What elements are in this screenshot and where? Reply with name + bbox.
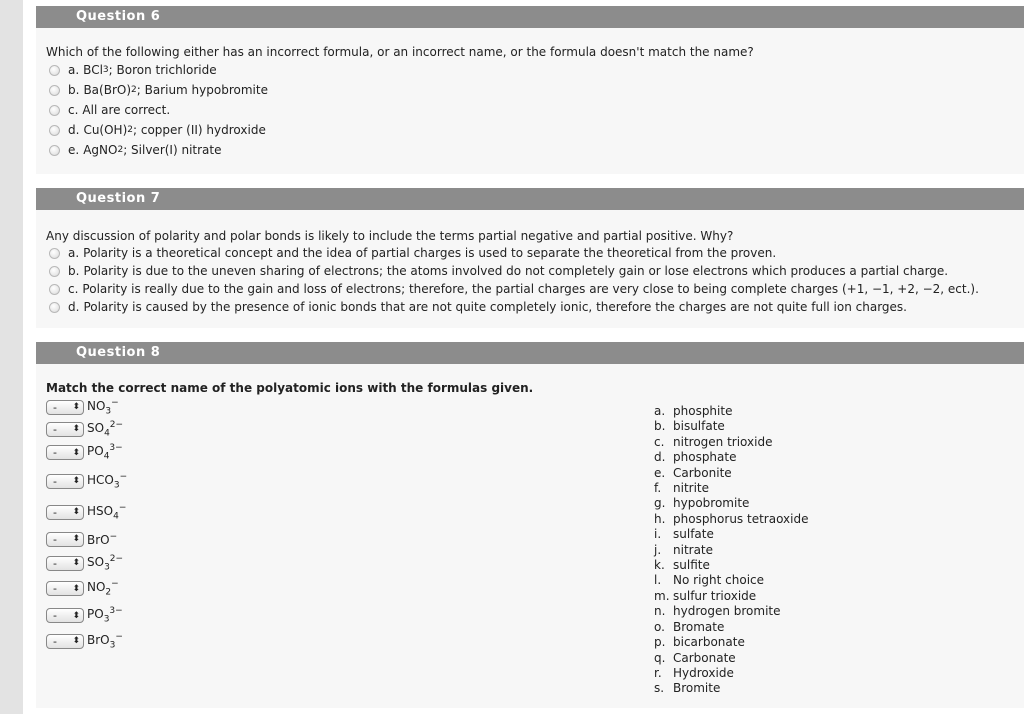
ion-subscript: 3 (104, 562, 110, 573)
choice-item (654, 620, 808, 635)
choice-item (654, 481, 808, 496)
option-letter: a. (68, 246, 80, 260)
question-7 (36, 188, 1024, 328)
question-8-prompt: Match the correct name of the polyatomic ions with the formulas given. (46, 381, 534, 395)
select-value: - (53, 400, 57, 414)
choice-item (654, 527, 808, 542)
match-row (46, 602, 646, 629)
question-8 (36, 342, 1024, 708)
formula-text: AgNO (83, 143, 118, 157)
choice-letter: k. (654, 558, 665, 573)
question-8-title: Question 8 (36, 342, 1024, 364)
option-letter: b. (68, 264, 80, 278)
choice-letter: d. (654, 450, 666, 465)
radio-button[interactable] (49, 284, 60, 295)
option-letter: d. (68, 300, 80, 314)
ion-base: HCO (87, 472, 114, 487)
question-8-choices (646, 396, 808, 697)
ion-charge: − (115, 631, 123, 642)
ion-charge: 3− (109, 606, 123, 617)
ion-charge: − (118, 502, 127, 513)
ion-formula (87, 472, 127, 490)
choice-name: Bromite (673, 681, 721, 696)
ion-base: PO (87, 607, 104, 622)
select-arrow-icon: ⬍ (72, 558, 80, 568)
question-6-title: Question 6 (36, 6, 1024, 28)
choice-item (654, 466, 808, 481)
choice-item (654, 635, 808, 650)
select-value: - (53, 532, 57, 546)
compound-name: ; Silver(I) nitrate (123, 143, 222, 157)
choice-item (654, 651, 808, 666)
radio-button[interactable] (49, 65, 60, 76)
choice-name: nitrite (673, 481, 709, 496)
ion-subscript: 3 (105, 406, 112, 417)
select-arrow-icon: ⬍ (72, 583, 80, 594)
choice-item (654, 604, 808, 619)
answer-option[interactable] (46, 60, 1014, 80)
ion-formula (87, 632, 123, 650)
question-7-title: Question 7 (36, 188, 1024, 210)
answer-select[interactable] (46, 532, 84, 547)
choice-name: phosphorus tetraoxide (673, 511, 809, 526)
answer-select[interactable] (46, 634, 84, 649)
select-value: - (53, 446, 57, 459)
choice-item (654, 543, 808, 558)
match-row (46, 629, 646, 653)
match-row (46, 440, 646, 465)
radio-button[interactable] (49, 248, 60, 259)
choice-item (654, 573, 808, 588)
match-row (46, 497, 646, 527)
question-8-formulas (46, 396, 646, 697)
option-text: Polarity is really due to the gain and loss of electrons; therefore, the partial charges are very close to being complete charges (+1, −1, +2, −2, ect.). (82, 282, 979, 296)
ion-subscript: 3 (113, 480, 120, 491)
choice-name: Carbonate (673, 650, 736, 665)
answer-option[interactable] (46, 120, 1014, 140)
ion-subscript: 4 (104, 428, 110, 439)
choice-name: sulfate (673, 527, 714, 542)
radio-button[interactable] (49, 125, 60, 136)
choice-letter: l. (654, 573, 662, 588)
ion-formula (87, 606, 123, 624)
choice-letter: o. (654, 619, 665, 634)
choice-name: hypobromite (673, 496, 750, 511)
answer-option[interactable] (46, 298, 1014, 316)
match-row (46, 465, 646, 497)
choice-item (654, 404, 808, 419)
compound-name: ; Barium hypobromite (136, 83, 268, 97)
choice-name: phosphate (673, 450, 737, 465)
option-letter: a. (68, 63, 80, 77)
match-row (46, 527, 646, 551)
radio-button[interactable] (49, 266, 60, 277)
select-arrow-icon: ⬍ (72, 636, 80, 646)
select-arrow-icon: ⬍ (72, 507, 80, 517)
choice-letter: c. (654, 434, 665, 449)
ion-charge: − (111, 397, 119, 408)
formula-subscript: 2 (127, 125, 133, 135)
choice-item (654, 496, 808, 511)
ion-formula (87, 579, 119, 597)
choice-letter: m. (654, 588, 670, 603)
radio-button[interactable] (49, 145, 60, 156)
choice-letter: g. (654, 496, 666, 511)
ion-subscript: 2 (105, 587, 112, 598)
formula-subscript: 2 (117, 145, 124, 155)
choice-item (654, 558, 808, 573)
choice-letter: b. (654, 419, 666, 434)
option-text: Polarity is a theoretical concept and the idea of partial charges is used to separate the theoretical from the proven. (83, 246, 777, 260)
choice-letter: q. (654, 650, 666, 665)
select-arrow-icon: ⬍ (72, 424, 80, 434)
ion-charge: 2− (109, 553, 124, 564)
choice-name: bisulfate (673, 419, 725, 434)
formula-text: Cu(OH) (83, 123, 128, 137)
choice-item (654, 435, 808, 450)
choice-name: Carbonite (673, 465, 732, 480)
option-letter: b. (68, 83, 80, 97)
answer-select[interactable] (46, 505, 84, 520)
question-7-options (46, 244, 1014, 316)
option-text: Polarity is due to the uneven sharing of electrons; the atoms involved do not completely gain or lose electrons which produces a partial charge. (83, 264, 949, 278)
select-arrow-icon: ⬍ (72, 447, 80, 458)
choice-name: nitrate (673, 542, 714, 557)
ion-charge: − (119, 471, 128, 482)
choice-name: Bromate (673, 619, 725, 634)
choice-letter: h. (654, 511, 666, 526)
choice-name: phosphite (673, 404, 733, 418)
choice-item (654, 589, 808, 604)
choice-letter: f. (654, 481, 662, 496)
answer-select[interactable] (46, 608, 84, 623)
ion-charge: 2− (109, 419, 124, 430)
select-arrow-icon: ⬍ (72, 610, 80, 621)
choice-item (654, 681, 808, 696)
question-6 (36, 6, 1024, 174)
radio-button[interactable] (49, 85, 60, 96)
select-value: - (53, 505, 57, 519)
answer-option[interactable] (46, 280, 1014, 298)
answer-option[interactable] (46, 262, 1014, 280)
select-arrow-icon: ⬍ (72, 534, 80, 544)
ion-charge: − (109, 531, 118, 542)
select-value: - (53, 634, 57, 648)
ion-formula (87, 420, 123, 438)
formula-text: BCl (83, 63, 103, 77)
answer-select[interactable] (46, 556, 84, 571)
choice-name: nitrogen trioxide (673, 434, 773, 449)
match-row (46, 551, 646, 575)
choice-letter: r. (654, 665, 662, 680)
ion-formula (87, 503, 126, 521)
page-gutter (0, 0, 23, 714)
ion-base: NO (87, 580, 106, 595)
choice-item (654, 419, 808, 434)
ion-base: BrO (87, 632, 110, 647)
choice-item (654, 450, 808, 465)
answer-select[interactable] (46, 581, 84, 596)
choice-name: sulfur trioxide (673, 588, 757, 603)
select-arrow-icon: ⬍ (72, 402, 80, 412)
ion-subscript: 4 (103, 451, 110, 462)
formula-subscript: 3 (102, 65, 109, 75)
select-value: - (53, 474, 57, 488)
ion-base: SO (87, 554, 105, 569)
ion-charge: − (111, 579, 119, 590)
ion-base: BrO (87, 532, 110, 547)
answer-select[interactable] (46, 422, 84, 437)
select-arrow-icon: ⬍ (72, 476, 80, 486)
select-value: - (53, 556, 57, 570)
formula-text: Ba(BrO) (83, 83, 131, 97)
answer-option[interactable] (46, 140, 1014, 160)
ion-formula (87, 443, 123, 461)
choice-item (654, 512, 808, 527)
option-letter: c. (68, 282, 79, 296)
option-letter: e. (68, 143, 80, 157)
match-row (46, 396, 646, 418)
select-value: - (53, 582, 57, 595)
ion-subscript: 3 (109, 640, 116, 651)
question-7-prompt: Any discussion of polarity and polar bonds is likely to include the terms partial negative and partial positive. Why? (46, 229, 734, 243)
option-letter: d. (68, 123, 80, 137)
match-row (46, 575, 646, 602)
ion-base: NO (87, 398, 106, 413)
question-6-options (46, 60, 1014, 160)
formula-text: All are correct. (82, 103, 171, 117)
select-value: - (53, 609, 57, 622)
choice-item (654, 666, 808, 681)
answer-option[interactable] (46, 100, 1014, 120)
choice-name: Hydroxide (673, 665, 734, 680)
option-text: Polarity is caused by the presence of ionic bonds that are not quite completely ionic, therefore the charges are not quite full ion charges. (83, 300, 907, 314)
choice-letter: i. (654, 527, 662, 542)
ion-subscript: 4 (113, 511, 119, 522)
ion-base: SO (87, 420, 105, 435)
compound-name: ; Boron trichloride (108, 63, 217, 77)
choice-letter: e. (654, 465, 666, 480)
question-6-prompt: Which of the following either has an incorrect formula, or an incorrect name, or the formula doesn't match the name? (46, 45, 754, 59)
answer-select[interactable] (46, 474, 84, 489)
choice-letter: s. (654, 681, 665, 696)
ion-formula (87, 398, 119, 416)
ion-base: PO (87, 444, 104, 459)
choice-letter: n. (654, 604, 666, 619)
choice-letter: p. (654, 635, 666, 650)
choice-letter: j. (654, 542, 662, 557)
choice-name: sulfite (673, 558, 710, 573)
answer-option[interactable] (46, 244, 1014, 262)
choice-name: hydrogen bromite (673, 604, 781, 619)
radio-button[interactable] (49, 105, 60, 116)
answer-select[interactable] (46, 445, 84, 460)
radio-button[interactable] (49, 302, 60, 313)
select-value: - (53, 422, 57, 436)
choice-letter: a. (654, 404, 666, 418)
ion-formula (87, 554, 123, 572)
ion-charge: 3− (109, 443, 123, 454)
ion-subscript: 3 (103, 614, 110, 625)
match-row (46, 418, 646, 440)
compound-name: ; copper (II) hydroxide (133, 123, 266, 137)
choice-name: bicarbonate (673, 635, 745, 650)
formula-subscript: 2 (131, 85, 137, 95)
choice-name: No right choice (673, 573, 765, 588)
option-letter: c. (68, 103, 79, 117)
answer-option[interactable] (46, 80, 1014, 100)
ion-formula (87, 532, 117, 547)
answer-select[interactable] (46, 400, 84, 415)
ion-base: HSO (87, 503, 114, 518)
